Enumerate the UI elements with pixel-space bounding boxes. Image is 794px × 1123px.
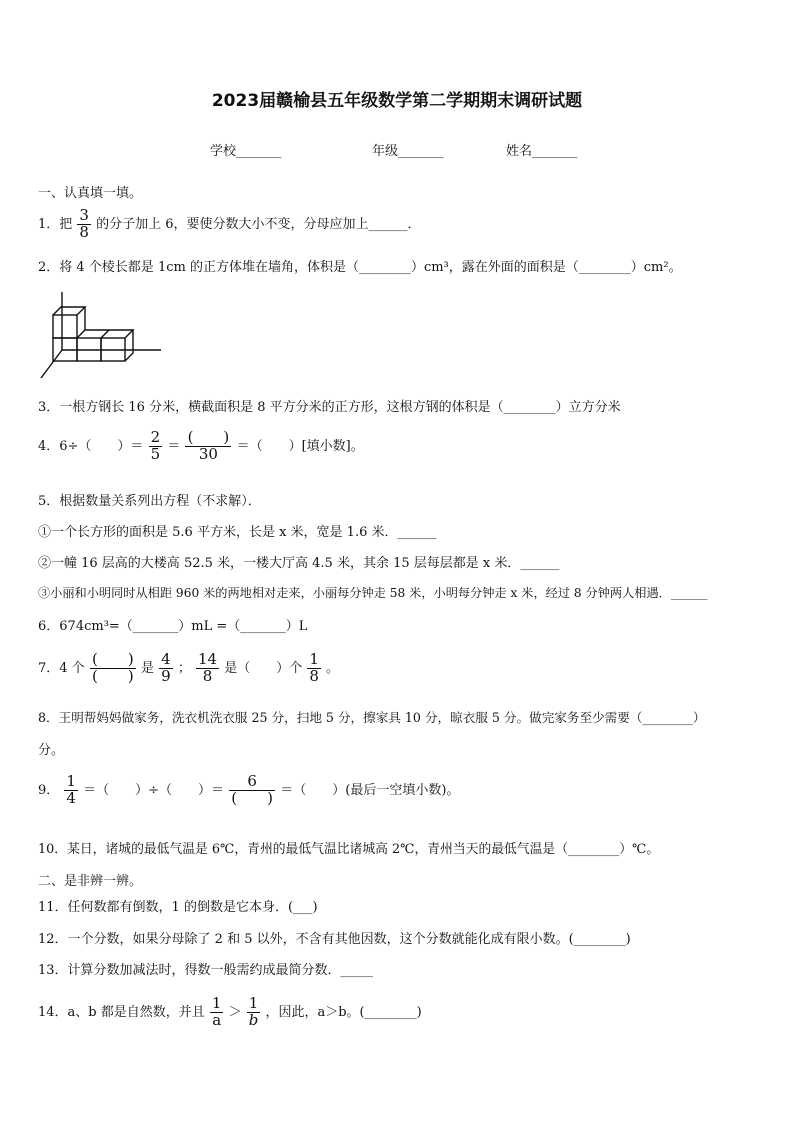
cubes-corner-figure	[38, 290, 168, 380]
section-1-heading: 一、认真填一填。	[38, 186, 143, 201]
q9-fraction-1	[64, 774, 78, 807]
q1-post: 的分子加上 6，要使分数大小不变，分母应加上______．	[96, 216, 421, 232]
q14-pre: 14．a、b 都是自然数，并且	[38, 1004, 205, 1020]
question-4	[38, 430, 364, 463]
question-2: 2．将 4 个棱长都是 1cm 的正方体堆在墙角，体积是（________）cm³，露在外面的面积是（________）cm²。	[38, 260, 682, 275]
q7-f3-denominator: 8	[202, 666, 213, 685]
q4-post: ＝（ ）[填小数]。	[236, 438, 364, 454]
q9-f1-denominator: 4	[66, 788, 76, 807]
question-5-2: ②一幢 16 层高的大楼高 52.5 米，一楼大厅高 4.5 米，其余 15 层每层都是 x 米．______	[38, 556, 560, 571]
q7-f4-numerator: 1	[309, 650, 319, 668]
q9-post: ＝（ ）(最后一空填小数)。	[280, 782, 460, 798]
question-8-continued: 分。	[38, 743, 65, 758]
name-field[interactable]: 姓名_______	[506, 144, 578, 159]
q4-eq: ＝	[167, 438, 181, 454]
q4-f1-denominator: 5	[150, 444, 161, 463]
q7-fraction-2	[159, 652, 173, 685]
question-3: 3．一根方钢长 16 分米，横截面积是 8 平方分米的正方形，这根方钢的体积是（________）立方分米	[38, 400, 621, 415]
q9-f2-denominator: ( )	[231, 788, 274, 807]
question-13: 13．计算分数加减法时，得数一般需约成最简分数．_____	[38, 963, 374, 978]
q7-pre: 7．4 个	[38, 660, 85, 676]
q14-fraction-1	[210, 996, 224, 1029]
question-5-1: ①一个长方形的面积是 5.6 平方米，长是 x 米，宽是 1.6 米．______	[38, 525, 437, 540]
question-6: 6．674cm³=（_______）mL =（_______）L	[38, 619, 308, 634]
q7-mid3: 是（ ）个	[224, 660, 303, 676]
q14-gt: ＞	[228, 1004, 242, 1020]
q14-f2-numerator: 1	[247, 996, 261, 1013]
q7-fraction-1	[90, 652, 136, 685]
q4-f2-numerator: ( )	[185, 430, 231, 447]
q4-pre: 4．6÷（ ）＝	[38, 438, 144, 454]
question-1	[38, 208, 421, 241]
q14-fraction-2	[247, 996, 261, 1029]
question-5-3: ③小丽和小明同时从相距 960 米的两地相对走来，小丽每分钟走 58 米，小明每分钟走 x 米，经过 8 分钟两人相遇．______	[38, 586, 708, 600]
grade-field[interactable]: 年级_______	[372, 144, 444, 159]
q1-frac-denominator: 8	[79, 222, 89, 241]
q14-post: ，因此，a＞b。(________)	[265, 1004, 422, 1020]
page-title: 2023届赣榆县五年级数学第二学期期末调研试题	[211, 91, 583, 111]
q7-f4-denominator: 8	[309, 666, 319, 685]
question-12: 12．一个分数，如果分母除了 2 和 5 以外，不含有其他因数，这个分数就能化成有限小数。(________)	[38, 932, 631, 947]
question-5: 5．根据数量关系列出方程（不求解）．	[38, 494, 261, 509]
question-10: 10．某日，诸城的最低气温是 6℃，青州的最低气温比诸城高 2℃，青州当天的最低气温是（________）℃。	[38, 842, 660, 857]
q7-fraction-4	[307, 652, 321, 685]
section-2-heading: 二、是非辨一辨。	[38, 874, 143, 889]
q7-fraction-3	[196, 652, 219, 685]
q4-f1-numerator: 2	[150, 428, 161, 446]
q4-fraction-1	[149, 430, 163, 463]
q1-fraction	[77, 208, 91, 241]
question-7	[38, 652, 339, 685]
q14-f2-denominator: b	[248, 1010, 259, 1029]
q9-fraction-2	[229, 774, 275, 807]
q1-pre: 1．把	[38, 216, 73, 232]
q9-f1-numerator: 1	[66, 772, 76, 790]
q7-mid1: 是	[140, 660, 154, 676]
q7-mid2: ；	[177, 660, 191, 676]
q7-f1-denominator: ( )	[91, 666, 134, 685]
q14-f1-denominator: a	[212, 1010, 222, 1029]
question-9	[38, 774, 459, 807]
q7-post: 。	[326, 660, 340, 676]
q4-fraction-2	[185, 430, 231, 463]
question-8: 8．王明帮妈妈做家务，洗衣机洗衣服 25 分，扫地 5 分，擦家具 10 分，晾衣服 5 分。做完家务至少需要（________）	[38, 710, 706, 725]
q7-f2-numerator: 4	[161, 650, 171, 668]
q7-f3-numerator: 14	[197, 650, 218, 668]
q7-f2-denominator: 9	[161, 666, 171, 685]
q9-f2-numerator: 6	[229, 774, 275, 791]
question-14	[38, 996, 422, 1029]
q9-mid: ＝（ ）÷（ ）＝	[83, 782, 225, 798]
question-11: 11．任何数都有倒数，1 的倒数是它本身．(___)	[38, 900, 318, 915]
school-field[interactable]: 学校_______	[210, 144, 282, 159]
q1-frac-numerator: 3	[79, 206, 89, 224]
q14-f1-numerator: 1	[211, 994, 222, 1012]
q9-pre: 9．	[38, 782, 60, 798]
q7-f1-numerator: ( )	[90, 652, 136, 669]
q4-f2-denominator: 30	[198, 444, 218, 463]
